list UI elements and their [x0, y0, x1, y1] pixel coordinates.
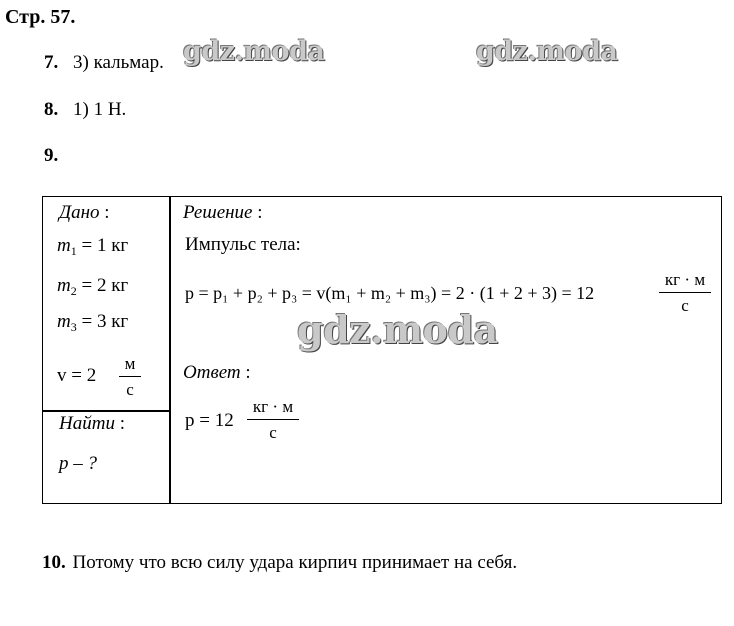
watermark-1: gdz.moda [183, 36, 325, 67]
unit-numerator: кг · м [252, 397, 294, 416]
given-m1: $m_1 = 1$ кг [57, 235, 129, 258]
solution-formula: p = p₁ + p₂ + p₃ = v(m₁ + m₂ + m₃) = 2 · (1 + 2 + 3) = 12 [185, 283, 595, 303]
answer-10 [42, 552, 517, 574]
given-header: Дано : [59, 202, 110, 223]
table-divider-vertical [169, 197, 171, 503]
answer-value: p = 12 [185, 410, 234, 431]
given-velocity-unit [119, 355, 141, 398]
watermark-3: gdz.moda [297, 307, 498, 352]
solution-formula-unit [659, 271, 711, 314]
table-divider-horizontal [43, 410, 169, 412]
answer-10-text: Потому что всю силу удара кирпич принимает на себя. [72, 552, 518, 573]
unit-denominator: с [681, 296, 689, 316]
watermark-2: gdz.moda [476, 36, 618, 67]
page-title: Стр. 57. [5, 6, 76, 28]
answer-9-number: 9. [44, 145, 59, 166]
answer-unit [247, 398, 299, 441]
find-header: Найти : [59, 413, 125, 434]
answer-7 [44, 52, 164, 74]
answer-header: Ответ : [183, 362, 251, 383]
answer-8-number: 8. [44, 99, 59, 120]
given-m3: $m_3 = 3$ кг [57, 311, 129, 334]
find-expression: p – ? [59, 453, 97, 474]
solution-line-1: Импульс тела: [185, 234, 301, 255]
unit-numerator: кг · м [664, 270, 706, 289]
answer-8 [44, 99, 126, 121]
answer-7-text: 3) кальмар. [73, 52, 164, 73]
answer-7-number: 7. [44, 52, 59, 73]
unit-numerator: м [124, 354, 136, 373]
answer-8-text: 1) 1 Н. [73, 99, 127, 120]
unit-denominator: с [126, 380, 134, 400]
solution-table [42, 196, 722, 504]
given-velocity: v = 2 [57, 365, 97, 386]
solution-header: Решение : [183, 202, 263, 223]
answer-10-number: 10. [42, 552, 66, 573]
given-m2: $m_2 = 2$ кг [57, 275, 129, 298]
unit-denominator: с [269, 423, 277, 443]
